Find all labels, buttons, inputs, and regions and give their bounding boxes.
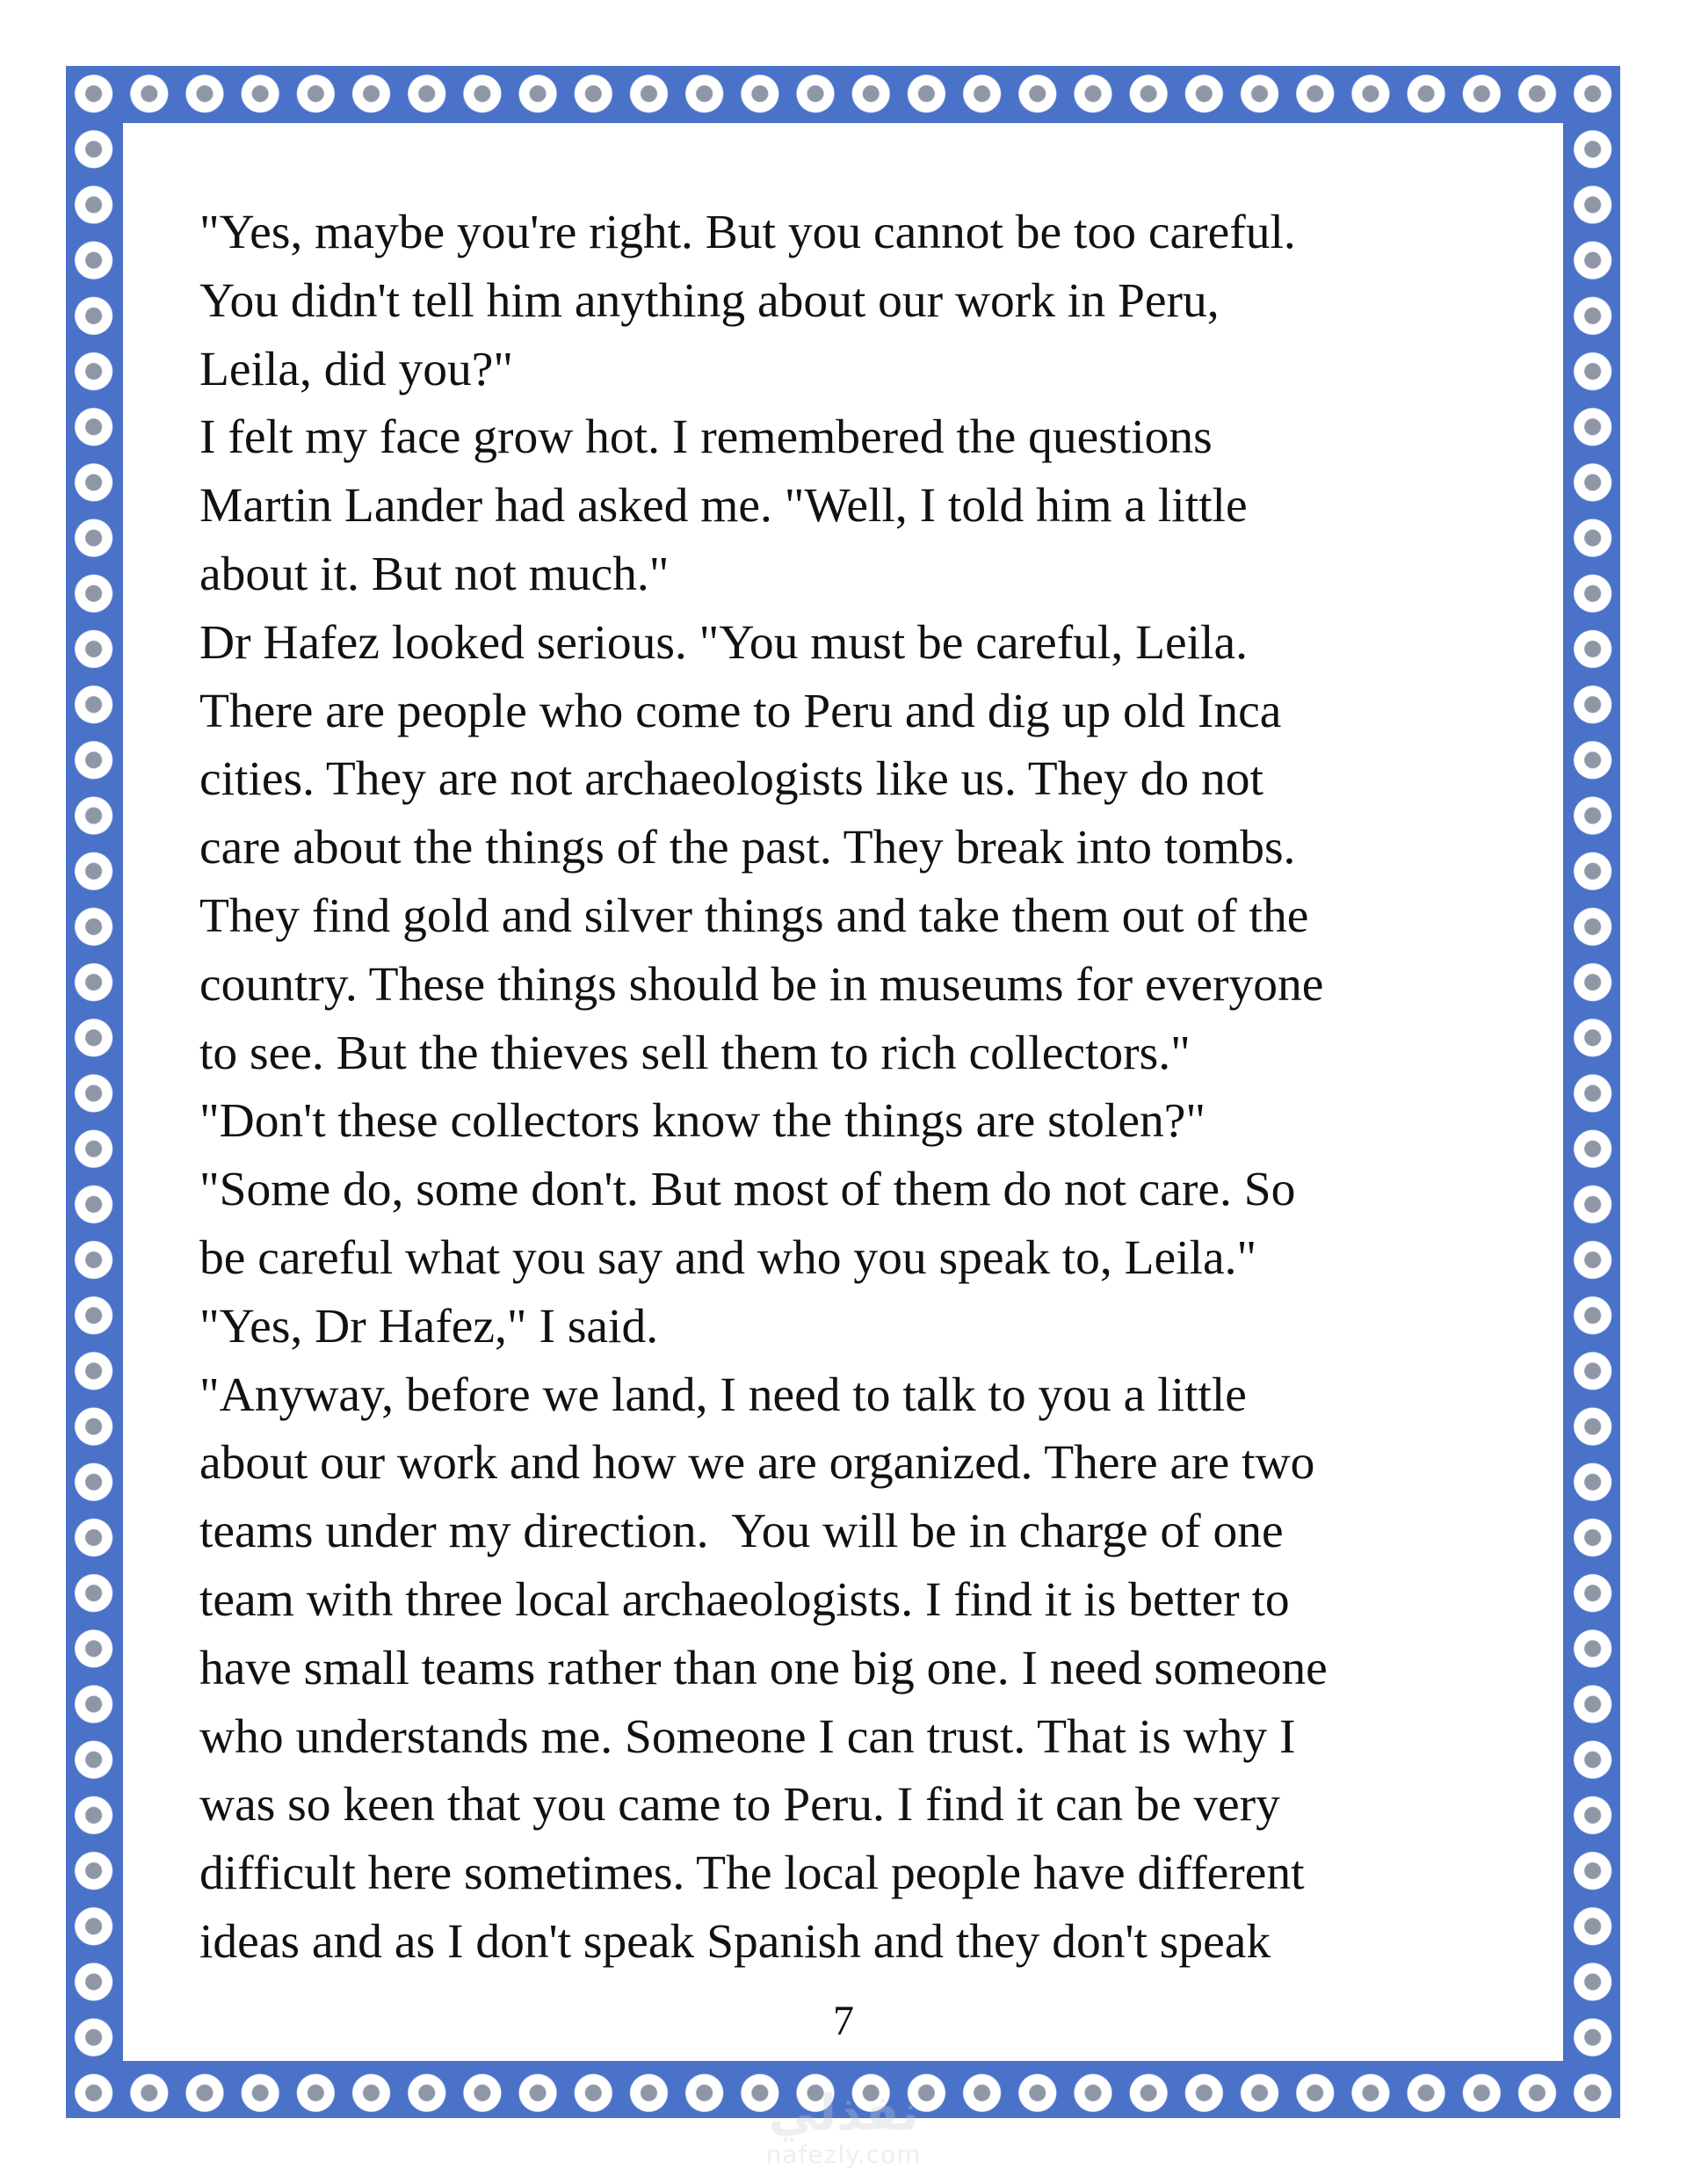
text-line: "Yes, Dr Hafez," I said.	[199, 1299, 659, 1353]
text-line: "Don't these collectors know the things are stolen?"	[199, 1094, 1206, 1149]
text-line: team with three local archaeologists. I find it is better to	[199, 1572, 1290, 1627]
text-line: There are people who come to Peru and dig up old Inca	[199, 684, 1282, 738]
text-line: about it. But not much."	[199, 547, 670, 601]
text-line: Leila, did you?"	[199, 342, 514, 396]
text-line: ideas and as I don't speak Spanish and they don't speak	[199, 1914, 1271, 1969]
text-line: be careful what you say and who you speak to, Leila."	[199, 1230, 1257, 1285]
text-line: about our work and how we are organized. There are two	[199, 1436, 1315, 1491]
text-line: "Anyway, before we land, I need to talk to you a little	[199, 1368, 1247, 1422]
text-line: I felt my face grow hot. I remembered the questions	[199, 410, 1213, 465]
text-line: difficult here sometimes. The local people have different	[199, 1847, 1305, 1901]
story-text	[199, 199, 1500, 1977]
text-line: was so keen that you came to Peru. I find it can be very	[199, 1778, 1280, 1832]
watermark-logo-glyph: نفذلي	[768, 2085, 919, 2142]
text-line: country. These things should be in museums for everyone	[199, 957, 1324, 1012]
text-line: Martin Lander had asked me. "Well, I told him a little	[199, 479, 1248, 533]
text-line: have small teams rather than one big one. I need someone	[199, 1641, 1328, 1695]
watermark-logo	[720, 2087, 967, 2175]
text-line: who understands me. Someone I can trust. That is why I	[199, 1709, 1296, 1764]
text-line: cities. They are not archaeologists like us. They do not	[199, 752, 1263, 807]
page-number: 7	[833, 1998, 854, 2044]
text-line: "Yes, maybe you're right. But you cannot be too careful.	[199, 206, 1296, 259]
text-line: You didn't tell him anything about our work in Peru,	[199, 273, 1220, 328]
text-line: Dr Hafez looked serious. "You must be careful, Leila.	[199, 615, 1248, 670]
text-line: to see. But the thieves sell them to rich collectors."	[199, 1026, 1191, 1080]
text-line: "Some do, some don't. But most of them do not care. So	[199, 1163, 1296, 1217]
text-line: teams under my direction. You will be in charge of one	[199, 1505, 1284, 1559]
watermark-logo-text: nafezly.com	[765, 2140, 922, 2169]
text-line: They find gold and silver things and take them out of the	[199, 889, 1309, 943]
text-line: care about the things of the past. They break into tombs.	[199, 821, 1296, 875]
